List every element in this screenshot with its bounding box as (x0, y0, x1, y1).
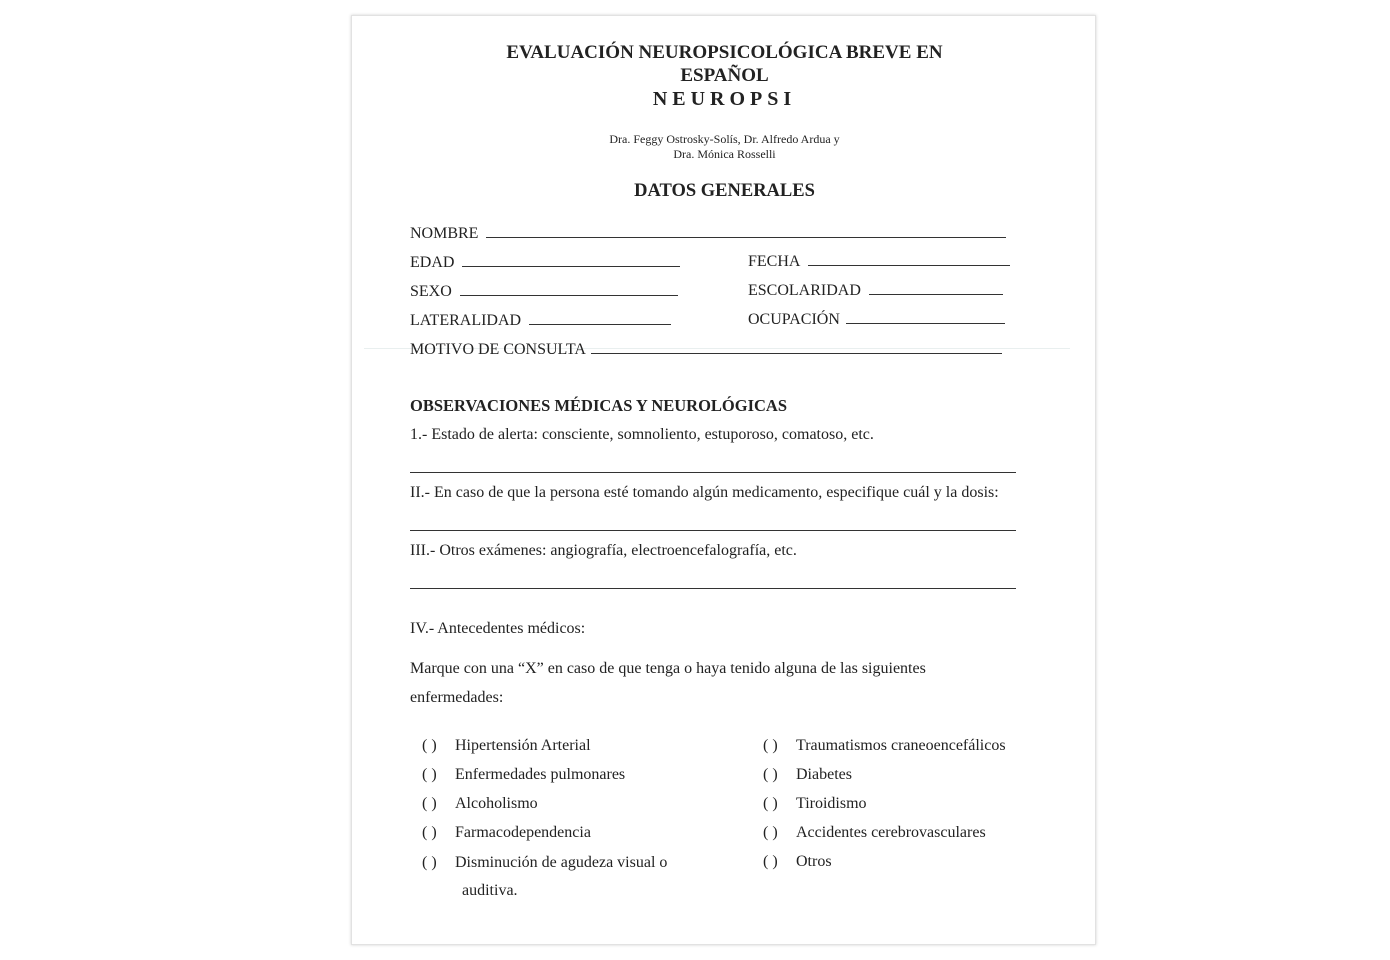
checkbox-paren[interactable]: ( ) (763, 766, 778, 783)
nombre-label: NOMBRE (410, 225, 479, 242)
question-4: IV.- Antecedentes médicos: (410, 620, 586, 637)
check-label: Otros (796, 853, 832, 870)
check-label: Alcoholismo (455, 795, 538, 812)
authors-line-2: Dra. Mónica Rosselli (673, 147, 776, 161)
checkbox-paren[interactable]: ( ) (763, 795, 778, 812)
datos-generales-heading: DATOS GENERALES (634, 181, 815, 201)
authors (352, 132, 1097, 162)
motivo-field[interactable] (591, 338, 1002, 354)
check-accidentes[interactable] (763, 823, 986, 843)
sexo-label: SEXO (410, 283, 452, 300)
instruction-text: Marque con una “X” en caso de que tenga o haya tenido alguna de las siguientes enfermedades: (410, 660, 926, 706)
escolaridad-row (748, 279, 1003, 301)
fecha-label: FECHA (748, 253, 800, 270)
check-traumatismos[interactable] (763, 736, 1006, 756)
checkbox-paren[interactable]: ( ) (422, 766, 437, 783)
check-label: Farmacodependencia (455, 824, 591, 841)
nombre-field[interactable] (486, 222, 1006, 238)
form-page (351, 15, 1096, 945)
sexo-field[interactable] (460, 280, 678, 296)
motivo-row (410, 338, 1002, 360)
fecha-field[interactable] (808, 250, 1010, 266)
answer-1-line[interactable] (410, 472, 1016, 473)
check-label: Traumatismos craneoencefálicos (796, 737, 1006, 754)
checkbox-paren[interactable]: ( ) (422, 795, 437, 812)
check-label: Tiroidismo (796, 795, 867, 812)
check-alcoholismo[interactable] (422, 794, 538, 814)
lateralidad-label: LATERALIDAD (410, 312, 522, 329)
check-agudeza[interactable] (422, 853, 667, 873)
lateralidad-field[interactable] (529, 309, 671, 325)
check-label: Disminución de agudeza visual o (455, 854, 668, 871)
answer-3-line[interactable] (410, 588, 1016, 589)
check-diabetes[interactable] (763, 765, 852, 785)
check-hipertension[interactable] (422, 736, 591, 756)
check-farmacodependencia[interactable] (422, 823, 591, 843)
checkbox-paren[interactable]: ( ) (422, 737, 437, 754)
checkbox-paren[interactable]: ( ) (422, 854, 437, 871)
checkbox-paren[interactable]: ( ) (763, 853, 778, 870)
edad-row (410, 251, 680, 273)
check-label: Enfermedades pulmonares (455, 766, 626, 783)
check-label: Accidentes cerebrovasculares (796, 824, 986, 841)
observaciones-heading: OBSERVACIONES MÉDICAS Y NEUROLÓGICAS (410, 396, 788, 415)
ocupacion-row (748, 308, 1005, 330)
ocupacion-field[interactable] (846, 308, 1005, 324)
checkbox-paren[interactable]: ( ) (763, 824, 778, 841)
edad-label: EDAD (410, 254, 455, 271)
motivo-label: MOTIVO DE CONSULTA (410, 341, 586, 358)
title-line-1: EVALUACIÓN NEUROPSICOLÓGICA BREVE EN (506, 42, 943, 63)
sexo-row (410, 280, 678, 302)
answer-2-line[interactable] (410, 530, 1016, 531)
question-2: II.- En caso de que la persona esté tomando algún medicamento, especifique cuál y la dosis: (410, 484, 999, 501)
edad-field[interactable] (462, 251, 680, 267)
check-label: Hipertensión Arterial (455, 737, 591, 754)
fecha-row (748, 250, 1010, 272)
ocupacion-label: OCUPACIÓN (748, 311, 840, 328)
checkbox-paren[interactable]: ( ) (763, 737, 778, 754)
escolaridad-field[interactable] (869, 279, 1003, 295)
check-label: Diabetes (796, 766, 852, 783)
check-pulmonares[interactable] (422, 765, 625, 785)
nombre-row (410, 222, 1006, 244)
document-title (352, 41, 1097, 87)
checkbox-paren[interactable]: ( ) (422, 824, 437, 841)
escolaridad-label: ESCOLARIDAD (748, 282, 861, 299)
question-3: III.- Otros exámenes: angiografía, electroencefalografía, etc. (410, 542, 797, 559)
test-name: NEUROPSI (652, 88, 797, 110)
question-1: 1.- Estado de alerta: consciente, somnoliento, estuporoso, comatoso, etc. (410, 426, 874, 443)
check-tiroidismo[interactable] (763, 794, 867, 814)
check-otros[interactable] (763, 852, 832, 872)
check-agudeza-continuation: auditiva. (462, 882, 518, 899)
title-line-2: ESPAÑOL (680, 65, 769, 86)
lateralidad-row (410, 309, 671, 331)
authors-line-1: Dra. Feggy Ostrosky-Solís, Dr. Alfredo Ardua y (609, 132, 840, 146)
